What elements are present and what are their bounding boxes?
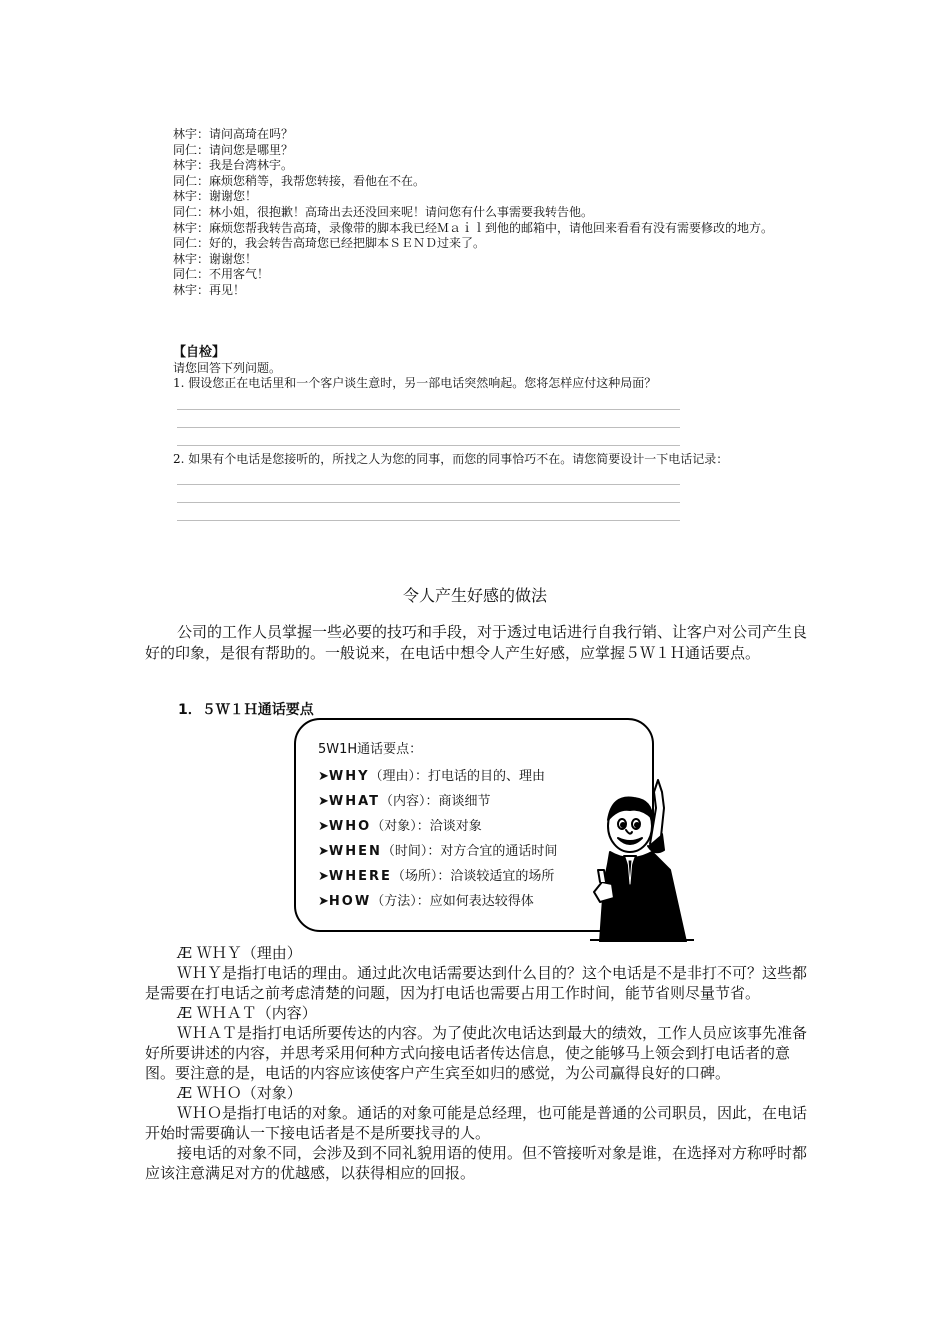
dialogue-line: 同仁：不用客气！ bbox=[173, 267, 270, 282]
dialogue-line: 林宇：谢谢您！ bbox=[173, 189, 258, 204]
bubble-item bbox=[318, 864, 557, 889]
who-paragraph-1: ＷＨＯ是指打电话的对象。通话的对象可能是总经理，也可能是普通的公司职员，因此，在电话开始时需要确认一下接电话者是不是所要找寻的人。 bbox=[145, 1104, 808, 1142]
phone-dialogue bbox=[145, 127, 810, 299]
dialogue-line: 同仁：好的，我会转告高琦您已经把脚本ＳＥＮＤ过来了。 bbox=[173, 236, 486, 251]
arrow-marker-icon: ➤ bbox=[318, 894, 329, 909]
bubble-item bbox=[318, 764, 557, 789]
bubble-item-key: WHY bbox=[328, 769, 370, 784]
bubble-content bbox=[318, 738, 557, 914]
bubble-item-label: （场所）：洽谈较适宜的场所 bbox=[391, 869, 555, 884]
answer-line bbox=[177, 410, 680, 428]
who-heading: Æ ＷＨＯ（对象） bbox=[177, 1084, 302, 1102]
bubble-item-label: （理由）：打电话的目的、理由 bbox=[369, 769, 546, 784]
arrow-marker-icon: ➤ bbox=[318, 769, 329, 784]
bubble-item-key: WHERE bbox=[328, 869, 392, 884]
dialogue-line: 同仁：林小姐，很抱歉！高琦出去还没回来呢！请问您有什么事需要我转告他。 bbox=[173, 204, 594, 219]
answer-lines-q2 bbox=[145, 467, 810, 521]
answer-line bbox=[177, 392, 680, 410]
subsection-title: 1．５Ｗ１Ｈ通话要点 bbox=[178, 702, 314, 718]
bubble-item-key: WHEN bbox=[328, 844, 382, 859]
bubble-item-key: WHAT bbox=[328, 794, 381, 809]
bubble-item bbox=[318, 839, 557, 864]
5w1h-figure bbox=[290, 716, 692, 941]
bubble-item-label: （对象）：洽谈对象 bbox=[371, 819, 482, 834]
intro-paragraph: 公司的工作人员掌握一些必要的技巧和手段，对于透过电话进行自我行销、让客户对公司产生良好的印象，是很有帮助的。一般说来，在电话中想令人产生好感，应掌握５Ｗ１Ｈ通话要点。 bbox=[145, 623, 808, 662]
answer-line bbox=[177, 467, 680, 485]
arrow-marker-icon: ➤ bbox=[318, 869, 329, 884]
answer-line bbox=[177, 428, 680, 446]
who-paragraph-2: 接电话的对象不同，会涉及到不同礼貌用语的使用。但不管接听对象是谁，在选择对方称呼时都应该注意满足对方的优越感，以获得相应的回报。 bbox=[145, 1144, 808, 1182]
answer-line bbox=[177, 503, 680, 521]
self-check-instruction: 请您回答下列问题。 bbox=[173, 360, 282, 375]
why-paragraph: ＷＨＹ是指打电话的理由。通过此次电话需要达到什么目的？这个电话是不是非打不可？这些都是需要在打电话之前考虑清楚的问题，因为打电话也需要占用工作时间，能节省则尽量节省。 bbox=[145, 964, 808, 1002]
why-heading: Æ ＷＨＹ（理由） bbox=[177, 944, 302, 962]
question-2: 2. 如果有个电话是您接听的，所找之人为您的同事，而您的同事恰巧不在。请您简要设计一下电话记录： bbox=[173, 451, 729, 466]
question-1: 1. 假设您正在电话里和一个客户谈生意时，另一部电话突然响起。您将怎样应付这种局面？ bbox=[173, 376, 657, 391]
bubble-item bbox=[318, 889, 557, 914]
arrow-marker-icon: ➤ bbox=[318, 819, 329, 834]
answer-lines-q1 bbox=[145, 392, 810, 446]
bubble-list bbox=[318, 764, 557, 914]
what-paragraph: ＷＨＡＴ是指打电话所要传达的内容。为了使此次电话达到最大的绩效，工作人员应该事先准备好所要讲述的内容，并思考采用何种方式向接电话者传达信息，使之能够马上领会到打电话者的意图。要注意的是，电话的内容应该使客户产生宾至如归的感觉，为公司赢得良好的口碑。 bbox=[145, 1024, 808, 1082]
arrow-marker-icon: ➤ bbox=[318, 794, 329, 809]
bubble-item-key: HOW bbox=[328, 894, 372, 909]
body-text bbox=[145, 943, 810, 1183]
dialogue-line: 林宇：我是台湾林宇。 bbox=[173, 158, 294, 173]
bubble-item bbox=[318, 789, 557, 814]
dialogue-line: 林宇：再见！ bbox=[173, 282, 246, 297]
bubble-item bbox=[318, 814, 557, 839]
answer-line bbox=[177, 485, 680, 503]
dialogue-line: 林宇：谢谢您！ bbox=[173, 251, 258, 266]
what-heading: Æ ＷＨＡＴ（内容） bbox=[177, 1004, 317, 1022]
dialogue-line: 林宇：麻烦您帮我转告高琦，录像带的脚本我已经Ｍａｉｌ到他的邮箱中，请他回来看看有没有需要修改的地方。 bbox=[173, 220, 774, 235]
bubble-item-label: （内容）：商谈细节 bbox=[380, 794, 491, 809]
bubble-item-label: （方法）：应如何表达较得体 bbox=[371, 894, 534, 909]
bubble-item-label: （时间）：对方合宜的通话时间 bbox=[381, 844, 558, 859]
dialogue-line: 同仁：请问您是哪里？ bbox=[173, 142, 294, 157]
businessman-illustration bbox=[590, 774, 694, 942]
arrow-marker-icon: ➤ bbox=[318, 844, 329, 859]
self-check-section bbox=[145, 345, 810, 521]
section-title: 令人产生好感的做法 bbox=[402, 586, 547, 605]
dialogue-line: 同仁：麻烦您稍等，我帮您转接，看他在不在。 bbox=[173, 173, 426, 188]
self-check-heading: 【自检】 bbox=[173, 345, 226, 360]
bubble-title: 5W1H通话要点： bbox=[318, 742, 423, 757]
dialogue-line: 林宇：请问高琦在吗？ bbox=[173, 127, 294, 141]
bubble-item-key: WHO bbox=[328, 819, 372, 834]
